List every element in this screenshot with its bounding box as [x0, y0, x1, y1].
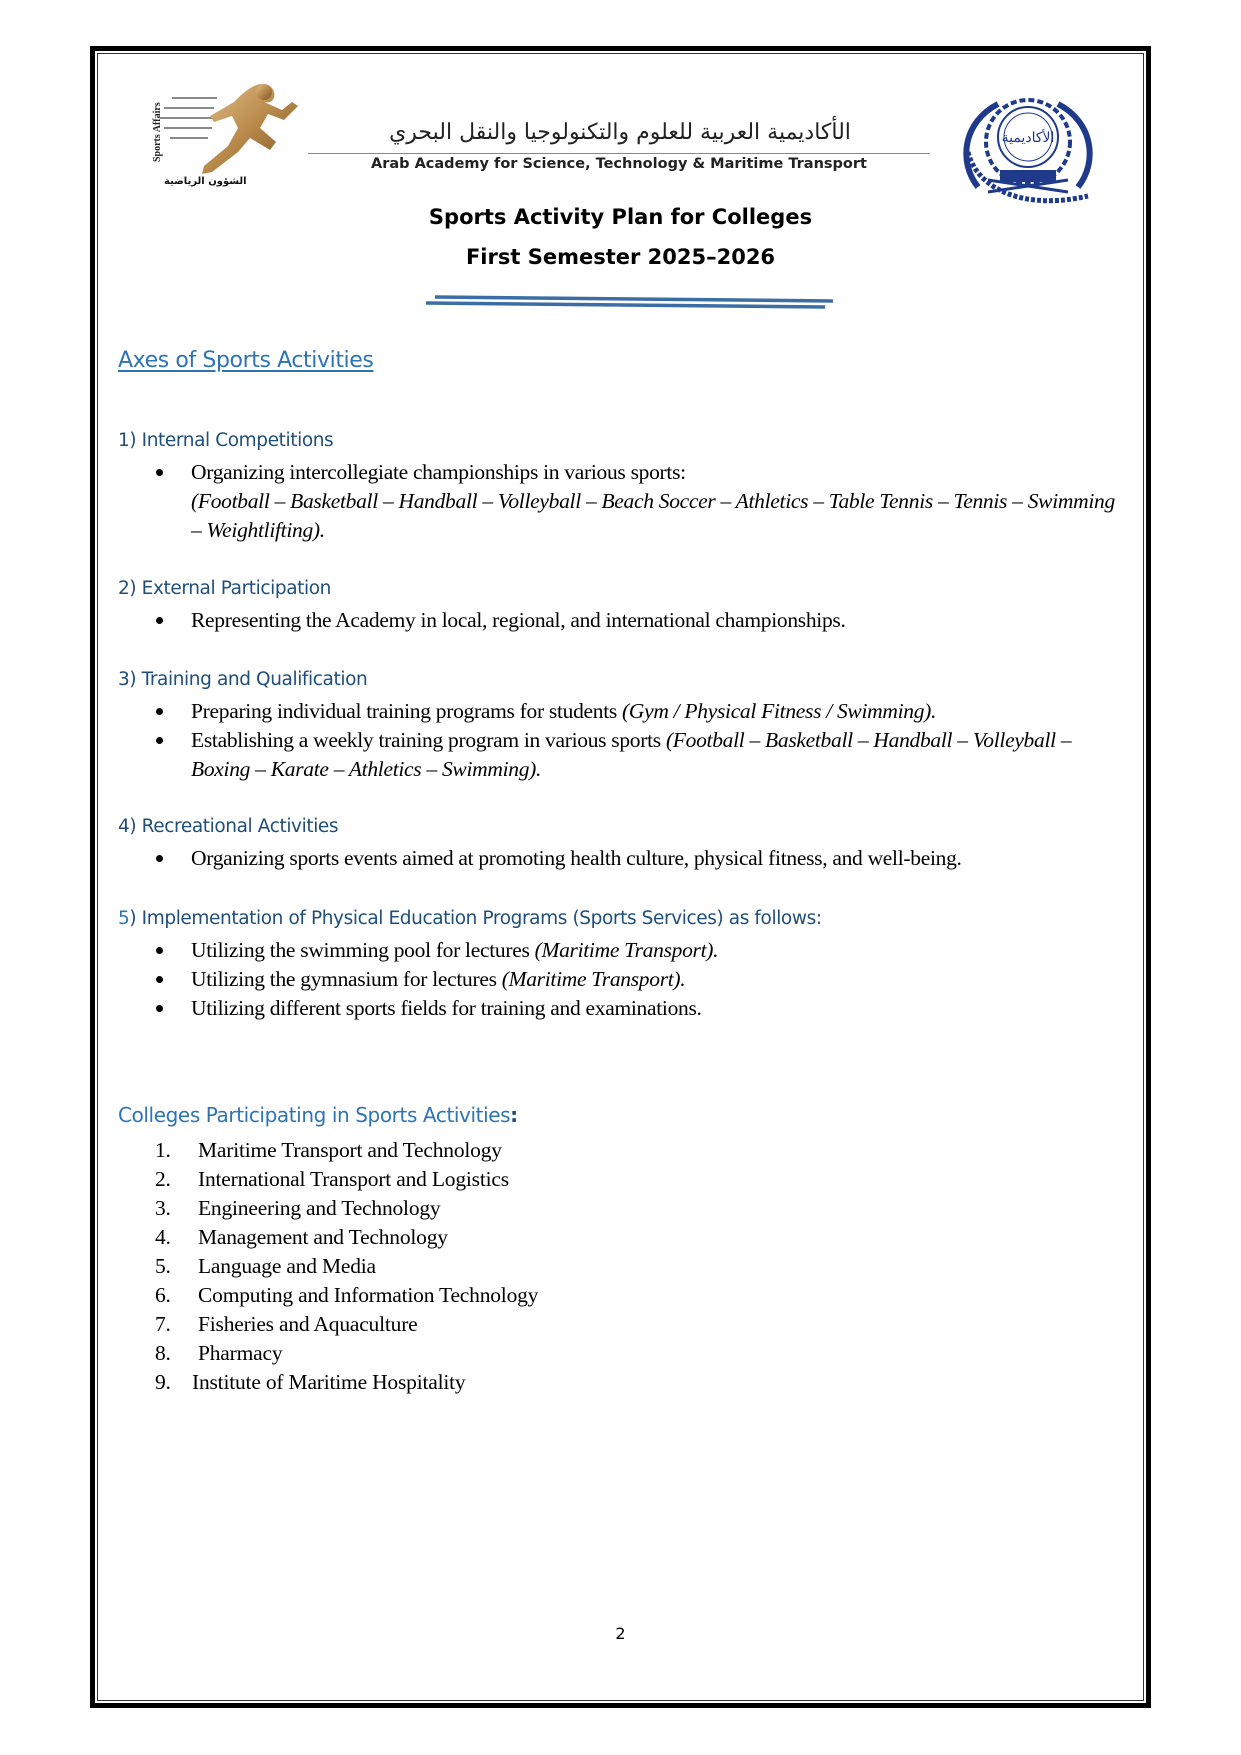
college-item: 9. Institute of Maritime Hospitality — [155, 1370, 466, 1394]
svg-text:الأكاديمية: الأكاديمية — [1001, 130, 1055, 146]
bullet-item: Utilizing the swimming pool for lectures (Maritime Transport). — [150, 936, 1130, 965]
college-item: 6. Computing and Information Technology — [155, 1283, 539, 1307]
document-title: Sports Activity Plan for Colleges — [428, 205, 813, 229]
college-item: 4. Management and Technology — [155, 1225, 448, 1249]
colleges-heading: Colleges Participating in Sports Activities: — [118, 1103, 518, 1127]
academy-name-arabic: الأكاديمية العربية للعلوم والتكنولوجيا والنقل البحري — [389, 120, 851, 145]
title-divider — [425, 292, 835, 312]
sports-affairs-label: Sports Affairs — [152, 102, 163, 162]
college-item: 2. International Transport and Logistics — [155, 1167, 509, 1191]
bullet-item: Organizing intercollegiate championships in various sports: (Football – Basketball – Handball – Volleyball – Beach Soccer – Athletics – Table Tennis – Tennis – Swimming – Weightlifting). — [150, 458, 1130, 545]
section-heading-training-qualification: 3) Training and Qualification — [118, 669, 368, 690]
bullet-item: Preparing individual training programs for students (Gym / Physical Fitness / Swimming). — [150, 697, 1130, 726]
bullet-icon — [156, 708, 163, 715]
section-5-bullets — [150, 936, 1130, 1023]
bullet-icon — [156, 855, 163, 862]
colleges-list — [155, 1136, 538, 1397]
academy-name-rule — [308, 153, 930, 154]
sports-affairs-arabic-label: الشؤون الرياضية — [164, 176, 247, 187]
letterhead — [130, 80, 1130, 200]
academy-emblem-icon — [938, 92, 1118, 212]
section-heading-recreational-activities: 4) Recreational Activities — [118, 816, 339, 837]
sports-affairs-logo — [142, 80, 317, 195]
section-3-bullets — [150, 697, 1130, 784]
college-item: 8. Pharmacy — [155, 1341, 283, 1365]
section-heading-physical-education: 5) Implementation of Physical Education Programs (Sports Services) as follows: — [118, 908, 822, 929]
section-2-bullets — [150, 606, 1130, 635]
document-subtitle: First Semester 2025–2026 — [465, 245, 776, 269]
academy-emblem — [938, 92, 1118, 212]
section-heading-external-participation: 2) External Participation — [118, 578, 331, 599]
section-1-bullets — [150, 458, 1130, 545]
section-4-bullets — [150, 844, 1130, 873]
running-man-icon — [142, 80, 317, 180]
bullet-icon — [156, 617, 163, 624]
bullet-item: Utilizing different sports fields for training and examinations. — [150, 994, 1130, 1023]
bullet-item: Representing the Academy in local, regional, and international championships. — [150, 606, 1130, 635]
college-item: 1. Maritime Transport and Technology — [155, 1138, 502, 1162]
divider-line-bottom — [426, 303, 825, 307]
bullet-icon — [156, 737, 163, 744]
bullet-item: Organizing sports events aimed at promoting health culture, physical fitness, and well-being. — [150, 844, 1130, 873]
college-item: 5. Language and Media — [155, 1254, 376, 1278]
bullet-item: Establishing a weekly training program in various sports (Football – Basketball – Handball – Volleyball – Boxing – Karate – Athletics – Swimming). — [150, 726, 1130, 784]
bullet-icon — [156, 1005, 163, 1012]
college-item: 3. Engineering and Technology — [155, 1196, 441, 1220]
page-number: 2 — [615, 1624, 626, 1643]
main-heading: Axes of Sports Activities — [118, 348, 374, 373]
bullet-icon — [156, 947, 163, 954]
bullet-icon — [156, 976, 163, 983]
bullet-icon — [156, 469, 163, 476]
college-item: 7. Fisheries and Aquaculture — [155, 1312, 418, 1336]
section-heading-internal-competitions: 1) Internal Competitions — [118, 430, 334, 451]
divider-line-top — [435, 297, 833, 301]
academy-name-english: Arab Academy for Science, Technology & Maritime Transport — [371, 156, 867, 172]
bullet-item: Utilizing the gymnasium for lectures (Maritime Transport). — [150, 965, 1130, 994]
